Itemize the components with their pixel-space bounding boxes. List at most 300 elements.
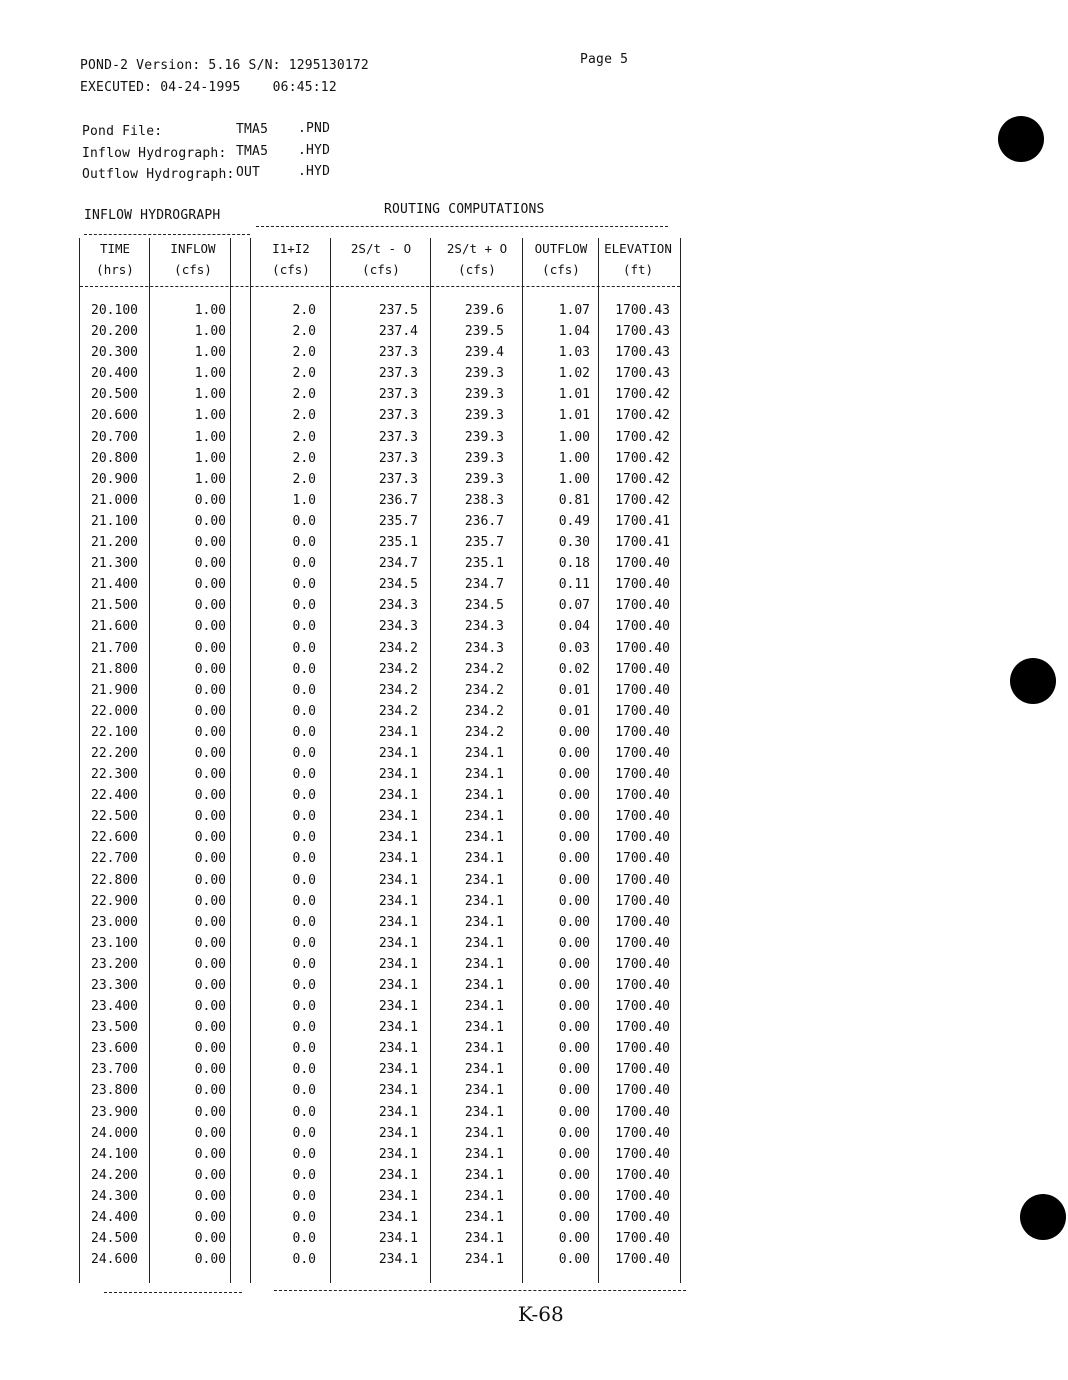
table-cell: 0.00 — [194, 1083, 226, 1099]
table-cell: 0.00 — [194, 661, 226, 677]
table-cell: 0.0 — [292, 640, 316, 656]
table-cell: 234.2 — [464, 703, 504, 719]
table-cell: 0.00 — [194, 788, 226, 804]
table-cell: 1700.40 — [615, 1210, 670, 1226]
table-row — [80, 827, 680, 848]
table-cell: 23.300 — [91, 978, 138, 993]
table-cell: 20.100 — [91, 303, 138, 318]
table-cell: 23.600 — [91, 1041, 138, 1057]
table-cell: 1700.42 — [615, 429, 670, 445]
table-cell: 0.00 — [194, 1252, 226, 1268]
table-cell: 234.1 — [378, 956, 418, 972]
table-row — [80, 427, 680, 448]
routing-bottom-rule — [274, 1290, 686, 1291]
table-cell: 234.1 — [378, 1041, 418, 1057]
table-cell: 1700.40 — [615, 1146, 670, 1162]
table-cell: 1700.40 — [615, 640, 670, 656]
col-header-2st-minus-o: 2S/t - O (cfs) — [350, 241, 412, 277]
table-cell: 0.30 — [558, 535, 590, 551]
inflow-hydrograph-label: Inflow Hydrograph: — [82, 146, 227, 161]
table-cell: 234.1 — [378, 724, 418, 740]
table-cell: 0.49 — [558, 513, 590, 529]
table-row — [80, 595, 680, 616]
table-cell: 0.0 — [292, 1104, 316, 1120]
table-cell: 234.1 — [464, 851, 504, 867]
table-cell: 234.1 — [378, 1167, 418, 1183]
column-divider — [598, 238, 599, 1283]
table-row — [80, 996, 680, 1017]
table-cell: 239.3 — [464, 387, 504, 403]
table-cell: 0.00 — [558, 914, 590, 930]
table-cell: 0.00 — [194, 872, 226, 888]
table-cell: 234.3 — [464, 640, 504, 656]
table-cell: 0.0 — [292, 978, 316, 993]
table-cell: 21.800 — [91, 661, 138, 677]
table-cell: 234.1 — [464, 767, 504, 783]
table-row — [80, 1207, 680, 1228]
table-cell: 1700.40 — [615, 767, 670, 783]
table-row — [80, 1102, 680, 1123]
table-cell: 0.00 — [558, 724, 590, 740]
table-cell: 234.1 — [464, 872, 504, 888]
table-cell: 234.1 — [378, 1104, 418, 1120]
table-cell: 0.0 — [292, 682, 316, 698]
table-cell: 1.00 — [194, 366, 226, 382]
col-header-outflow: OUTFLOW (cfs) — [534, 241, 588, 277]
table-cell: 1700.40 — [615, 1188, 670, 1204]
column-divider — [250, 238, 251, 1283]
table-cell: 234.3 — [464, 619, 504, 635]
table-cell: 0.0 — [292, 1041, 316, 1057]
table-cell: 1.00 — [194, 450, 226, 466]
table-cell: 0.00 — [558, 893, 590, 909]
table-cell: 234.1 — [378, 851, 418, 867]
table-cell: 23.700 — [91, 1062, 138, 1078]
table-cell: 1700.43 — [615, 324, 670, 340]
table-cell: 0.00 — [194, 1167, 226, 1183]
table-cell: 2.0 — [292, 429, 316, 445]
table-cell: 234.1 — [378, 1252, 418, 1268]
outflow-hydrograph-name: OUT — [236, 165, 261, 180]
table-cell: 0.0 — [292, 1188, 316, 1204]
table-cell: 0.0 — [292, 1210, 316, 1226]
table-cell: 1700.40 — [615, 1104, 670, 1120]
table-cell: 0.00 — [558, 1252, 590, 1268]
table-row — [80, 300, 680, 321]
table-cell: 1.00 — [194, 408, 226, 424]
table-row — [80, 848, 680, 869]
table-cell: 0.0 — [292, 1020, 316, 1036]
table-cell: 2.0 — [292, 324, 316, 340]
table-cell: 1700.40 — [615, 999, 670, 1015]
table-cell: 21.200 — [91, 535, 138, 551]
table-cell: 234.1 — [464, 1104, 504, 1120]
table-cell: 0.00 — [194, 703, 226, 719]
table-cell: 24.100 — [91, 1146, 138, 1162]
table-cell: 0.00 — [194, 513, 226, 529]
table-cell: 0.0 — [292, 851, 316, 867]
table-cell: 0.00 — [558, 1125, 590, 1141]
table-cell: 21.400 — [91, 577, 138, 593]
table-row — [80, 659, 680, 680]
table-cell: 234.1 — [378, 788, 418, 804]
table-cell: 234.5 — [378, 577, 418, 593]
table-cell: 237.3 — [378, 387, 418, 403]
routing-title-rule — [256, 226, 668, 227]
table-cell: 0.0 — [292, 745, 316, 761]
table-cell: 234.7 — [464, 577, 504, 593]
table-cell: 22.200 — [91, 745, 138, 761]
table-row — [80, 342, 680, 363]
table-cell: 1700.40 — [615, 935, 670, 951]
table-cell: 1700.40 — [615, 872, 670, 888]
table-cell: 1700.40 — [615, 661, 670, 677]
table-cell: 235.7 — [464, 535, 504, 551]
table-cell: 234.1 — [464, 1167, 504, 1183]
table-row — [80, 448, 680, 469]
table-cell: 1700.40 — [615, 1062, 670, 1078]
table-cell: 1.00 — [194, 429, 226, 445]
table-cell: 1.04 — [558, 324, 590, 340]
table-cell: 238.3 — [464, 492, 504, 508]
table-cell: 22.300 — [91, 767, 138, 783]
table-cell: 234.1 — [378, 1188, 418, 1204]
table-cell: 1.01 — [558, 408, 590, 424]
table-cell: 0.00 — [558, 1020, 590, 1036]
table-cell: 237.3 — [378, 345, 418, 361]
table-cell: 0.0 — [292, 1125, 316, 1141]
table-cell: 234.1 — [378, 1210, 418, 1226]
table-cell: 20.900 — [91, 471, 138, 487]
table-cell: 2.0 — [292, 471, 316, 487]
table-cell: 23.400 — [91, 999, 138, 1015]
version-line: POND-2 Version: 5.16 S/N: 1295130172 — [80, 58, 369, 73]
table-cell: 234.1 — [464, 1146, 504, 1162]
table-cell: 234.3 — [378, 619, 418, 635]
table-cell: 24.300 — [91, 1188, 138, 1204]
table-cell: 22.900 — [91, 893, 138, 909]
table-cell: 1700.40 — [615, 978, 670, 993]
table-cell: 237.3 — [378, 366, 418, 382]
table-cell: 239.3 — [464, 450, 504, 466]
table-cell: 0.00 — [558, 956, 590, 972]
table-cell: 235.7 — [378, 513, 418, 529]
table-row — [80, 1165, 680, 1186]
table-cell: 1700.40 — [615, 1252, 670, 1268]
table-row — [80, 490, 680, 511]
table-cell: 234.1 — [378, 809, 418, 825]
table-cell: 0.0 — [292, 1083, 316, 1099]
table-cell: 234.1 — [464, 809, 504, 825]
table-cell: 0.07 — [558, 598, 590, 614]
table-cell: 1700.41 — [615, 513, 670, 529]
table-row — [80, 1186, 680, 1207]
column-divider — [149, 238, 150, 1283]
table-cell: 0.00 — [558, 851, 590, 867]
table-cell: 1700.43 — [615, 366, 670, 382]
table-cell: 235.1 — [378, 535, 418, 551]
table-cell: 1700.40 — [615, 556, 670, 572]
table-cell: 1700.40 — [615, 1083, 670, 1099]
table-row — [80, 1080, 680, 1101]
routing-table — [80, 238, 680, 1270]
table-cell: 0.0 — [292, 724, 316, 740]
table-cell: 0.0 — [292, 577, 316, 593]
table-cell: 0.0 — [292, 1252, 316, 1268]
table-cell: 0.00 — [194, 978, 226, 993]
table-cell: 24.500 — [91, 1231, 138, 1247]
table-cell: 237.3 — [378, 429, 418, 445]
table-cell: 22.800 — [91, 872, 138, 888]
table-cell: 1700.40 — [615, 914, 670, 930]
table-cell: 20.300 — [91, 345, 138, 361]
table-row — [80, 680, 680, 701]
table-row — [80, 511, 680, 532]
table-cell: 0.00 — [194, 999, 226, 1015]
table-row — [80, 1038, 680, 1059]
table-cell: 239.3 — [464, 429, 504, 445]
table-cell: 21.900 — [91, 682, 138, 698]
table-cell: 0.00 — [558, 1188, 590, 1204]
table-cell: 0.0 — [292, 788, 316, 804]
table-cell: 0.00 — [194, 767, 226, 783]
table-cell: 1700.40 — [615, 851, 670, 867]
table-cell: 0.0 — [292, 619, 316, 635]
table-cell: 2.0 — [292, 303, 316, 318]
table-cell: 20.200 — [91, 324, 138, 340]
table-cell: 234.1 — [464, 1062, 504, 1078]
table-cell: 237.3 — [378, 450, 418, 466]
table-row — [80, 1249, 680, 1270]
table-cell: 234.1 — [378, 1146, 418, 1162]
table-cell: 234.1 — [464, 1188, 504, 1204]
table-cell: 21.000 — [91, 492, 138, 508]
table-header — [80, 238, 680, 284]
table-cell: 0.00 — [194, 1231, 226, 1247]
table-cell: 21.600 — [91, 619, 138, 635]
table-cell: 0.0 — [292, 703, 316, 719]
table-cell: 234.1 — [464, 1020, 504, 1036]
table-cell: 0.00 — [194, 1104, 226, 1120]
table-cell: 2.0 — [292, 366, 316, 382]
table-cell: 20.600 — [91, 408, 138, 424]
table-border-left — [79, 238, 80, 1283]
table-row — [80, 891, 680, 912]
table-cell: 234.3 — [378, 598, 418, 614]
table-cell: 23.000 — [91, 914, 138, 930]
table-cell: 1.00 — [558, 450, 590, 466]
column-divider — [330, 238, 331, 1283]
table-cell: 0.00 — [194, 1062, 226, 1078]
col-header-i1i2: I1+I2 (cfs) — [272, 241, 310, 277]
table-body — [80, 300, 680, 1270]
inflow-title-rule — [84, 234, 250, 235]
table-cell: 1700.40 — [615, 1167, 670, 1183]
table-cell: 0.00 — [194, 1210, 226, 1226]
table-cell: 1700.43 — [615, 303, 670, 318]
table-cell: 234.7 — [378, 556, 418, 572]
table-row — [80, 785, 680, 806]
col-header-elevation: ELEVATION (ft) — [604, 241, 672, 277]
table-cell: 236.7 — [378, 492, 418, 508]
table-cell: 234.1 — [464, 1041, 504, 1057]
table-cell: 22.000 — [91, 703, 138, 719]
table-cell: 0.0 — [292, 872, 316, 888]
table-cell: 0.00 — [194, 1188, 226, 1204]
table-cell: 2.0 — [292, 345, 316, 361]
table-cell: 234.1 — [378, 745, 418, 761]
table-row — [80, 722, 680, 743]
inflow-bottom-rule — [104, 1292, 242, 1293]
table-cell: 234.1 — [378, 893, 418, 909]
table-cell: 22.100 — [91, 724, 138, 740]
table-cell: 234.2 — [378, 661, 418, 677]
table-cell: 0.00 — [194, 956, 226, 972]
table-cell: 234.1 — [378, 830, 418, 846]
table-row — [80, 954, 680, 975]
table-cell: 1700.40 — [615, 682, 670, 698]
table-cell: 237.4 — [378, 324, 418, 340]
table-cell: 23.500 — [91, 1020, 138, 1036]
table-cell: 234.2 — [464, 682, 504, 698]
table-cell: 0.00 — [558, 1083, 590, 1099]
table-row — [80, 616, 680, 637]
table-cell: 234.1 — [378, 935, 418, 951]
table-row — [80, 1123, 680, 1144]
executed-line: EXECUTED: 04-24-1995 06:45:12 — [80, 80, 337, 95]
punch-hole — [998, 116, 1044, 162]
table-cell: 1700.40 — [615, 788, 670, 804]
table-cell: 1.00 — [194, 324, 226, 340]
table-cell: 234.1 — [464, 956, 504, 972]
table-cell: 234.1 — [378, 1083, 418, 1099]
table-cell: 20.500 — [91, 387, 138, 403]
table-cell: 234.1 — [464, 893, 504, 909]
table-cell: 2.0 — [292, 450, 316, 466]
table-cell: 0.00 — [558, 999, 590, 1015]
table-cell: 1700.41 — [615, 535, 670, 551]
table-cell: 0.04 — [558, 619, 590, 635]
column-divider — [430, 238, 431, 1283]
table-cell: 0.0 — [292, 893, 316, 909]
table-cell: 234.1 — [378, 767, 418, 783]
col-header-2st-plus-o: 2S/t + O (cfs) — [446, 241, 508, 277]
table-cell: 0.00 — [194, 1041, 226, 1057]
table-cell: 23.800 — [91, 1083, 138, 1099]
table-cell: 239.3 — [464, 471, 504, 487]
table-cell: 0.01 — [558, 703, 590, 719]
table-cell: 234.1 — [464, 745, 504, 761]
table-cell: 0.00 — [558, 1146, 590, 1162]
table-cell: 0.00 — [194, 556, 226, 572]
table-cell: 1700.40 — [615, 1020, 670, 1036]
table-cell: 234.1 — [464, 914, 504, 930]
inflow-hydrograph-name: TMA5 — [236, 144, 269, 159]
table-cell: 1700.42 — [615, 450, 670, 466]
table-cell: 234.1 — [378, 1125, 418, 1141]
table-cell: 22.600 — [91, 830, 138, 846]
table-cell: 22.700 — [91, 851, 138, 867]
table-row — [80, 363, 680, 384]
table-row — [80, 933, 680, 954]
table-row — [80, 912, 680, 933]
pond-file-ext: .PND — [298, 121, 331, 136]
page-code: K-68 — [518, 1302, 564, 1326]
table-cell: 234.1 — [378, 978, 418, 993]
table-row — [80, 743, 680, 764]
table-cell: 0.00 — [558, 1167, 590, 1183]
table-cell: 1700.40 — [615, 745, 670, 761]
table-cell: 0.0 — [292, 1146, 316, 1162]
table-cell: 0.02 — [558, 661, 590, 677]
table-row — [80, 975, 680, 996]
table-cell: 235.1 — [464, 556, 504, 572]
table-cell: 0.00 — [194, 535, 226, 551]
table-row — [80, 405, 680, 426]
table-row — [80, 764, 680, 785]
table-row — [80, 806, 680, 827]
table-cell: 1700.40 — [615, 830, 670, 846]
table-cell: 0.00 — [558, 1231, 590, 1247]
table-cell: 239.3 — [464, 366, 504, 382]
table-cell: 0.0 — [292, 1231, 316, 1247]
table-cell: 237.5 — [378, 303, 418, 318]
table-cell: 0.00 — [558, 1062, 590, 1078]
table-cell: 0.01 — [558, 682, 590, 698]
table-cell: 0.00 — [558, 788, 590, 804]
table-cell: 0.00 — [558, 830, 590, 846]
table-cell: 234.1 — [464, 1083, 504, 1099]
table-cell: 0.0 — [292, 935, 316, 951]
table-cell: 0.00 — [194, 914, 226, 930]
table-cell: 21.100 — [91, 513, 138, 529]
outflow-hydrograph-label: Outflow Hydrograph: — [82, 167, 235, 182]
table-cell: 0.03 — [558, 640, 590, 656]
table-cell: 1700.42 — [615, 492, 670, 508]
table-row — [80, 1144, 680, 1165]
table-cell: 1700.40 — [615, 577, 670, 593]
table-cell: 234.1 — [464, 1231, 504, 1247]
table-cell: 0.00 — [194, 619, 226, 635]
table-border-right — [680, 238, 681, 1283]
table-cell: 239.6 — [464, 303, 504, 318]
table-cell: 24.000 — [91, 1125, 138, 1141]
table-cell: 1.00 — [194, 345, 226, 361]
table-cell: 234.1 — [464, 935, 504, 951]
table-cell: 0.0 — [292, 999, 316, 1015]
table-cell: 1700.42 — [615, 471, 670, 487]
table-cell: 234.1 — [464, 788, 504, 804]
table-cell: 0.00 — [194, 851, 226, 867]
table-cell: 0.18 — [558, 556, 590, 572]
table-cell: 1.00 — [194, 303, 226, 318]
table-row — [80, 870, 680, 891]
table-cell: 1.02 — [558, 366, 590, 382]
table-row — [80, 701, 680, 722]
table-cell: 2.0 — [292, 387, 316, 403]
table-cell: 1700.42 — [615, 387, 670, 403]
table-cell: 0.00 — [194, 492, 226, 508]
table-cell: 234.1 — [464, 1125, 504, 1141]
table-cell: 0.00 — [558, 978, 590, 993]
table-cell: 1700.40 — [615, 619, 670, 635]
table-cell: 0.00 — [194, 1125, 226, 1141]
table-cell: 0.00 — [558, 1041, 590, 1057]
table-cell: 234.1 — [378, 1020, 418, 1036]
table-cell: 239.3 — [464, 408, 504, 424]
col-header-time: TIME (hrs) — [96, 241, 134, 277]
table-cell: 0.0 — [292, 1167, 316, 1183]
